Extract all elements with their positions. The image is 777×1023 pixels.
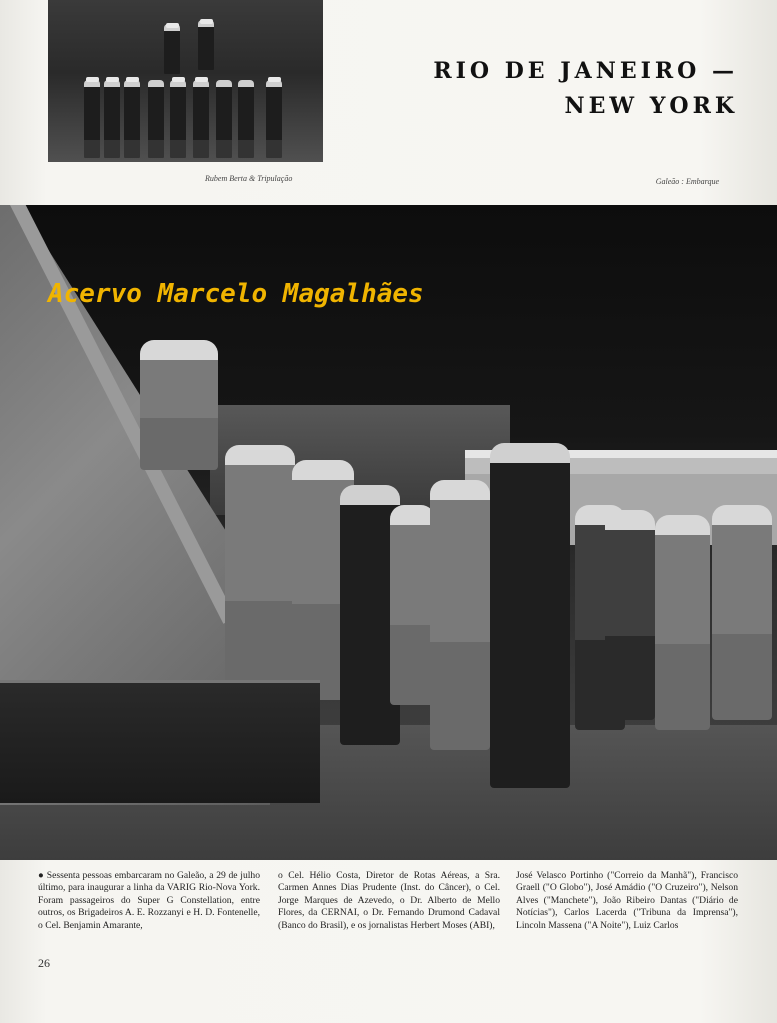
article-column-1: ● Sessenta pessoas embarcaram no Galeão, a 29 de julho último, para inaugurar a linha da VARIG Rio-Nova York. Foram passageiros do Super G Constellation, entre outros, os Brigadeiros A. E. Rozzanyi e H. D. Fontenelle, o Cel. Benjamin Amarante, <box>38 870 260 931</box>
passenger-figure <box>655 515 710 730</box>
passenger-figure <box>490 443 570 788</box>
watermark-text: Acervo Marcelo Magalhães <box>48 279 424 309</box>
passenger-figure <box>430 480 490 750</box>
stair-base <box>0 680 320 803</box>
page-number: 26 <box>38 956 50 970</box>
boarding-caption: Galeão : Embarque <box>655 177 719 186</box>
passenger-figure <box>390 505 435 705</box>
passenger-figure <box>225 445 295 705</box>
article-column-2: o Cel. Hélio Costa, Diretor de Rotas Aéreas, a Sra. Carmen Annes Dias Prudente (Inst. do Câncer), o Cel. Jorge Marques de Azevedo, o Dr. Alberto de Mello Flores, da CERNAI, o Dr. Fernando Drumond Cadaval (Banco do Brasil), e os jornalistas Herbert Moses (ABI), <box>278 870 500 931</box>
passenger-figure <box>605 510 655 720</box>
article-column-3: José Velasco Portinho ("Correio da Manhã"), Francisco Graell ("O Globo"), José Amádio ("O Cruzeiro"), Nelson Alves ("Manchete"), João Ribeiro Dantas ("Diário de Notícias"), Carlos Lacerda ("Tribuna da Imprensa"), Lincoln Massena ("A Noite"), Luiz Carlos <box>516 870 738 931</box>
headline-line-2: NEW YORK <box>564 93 738 119</box>
headline-line-1: RIO DE JANEIRO — <box>433 58 738 84</box>
crew-photo-caption: Rubem Berta & Tripulação <box>205 174 293 183</box>
crew-photo <box>48 0 323 162</box>
passenger-figure <box>712 505 772 720</box>
passenger-figure <box>140 340 218 470</box>
